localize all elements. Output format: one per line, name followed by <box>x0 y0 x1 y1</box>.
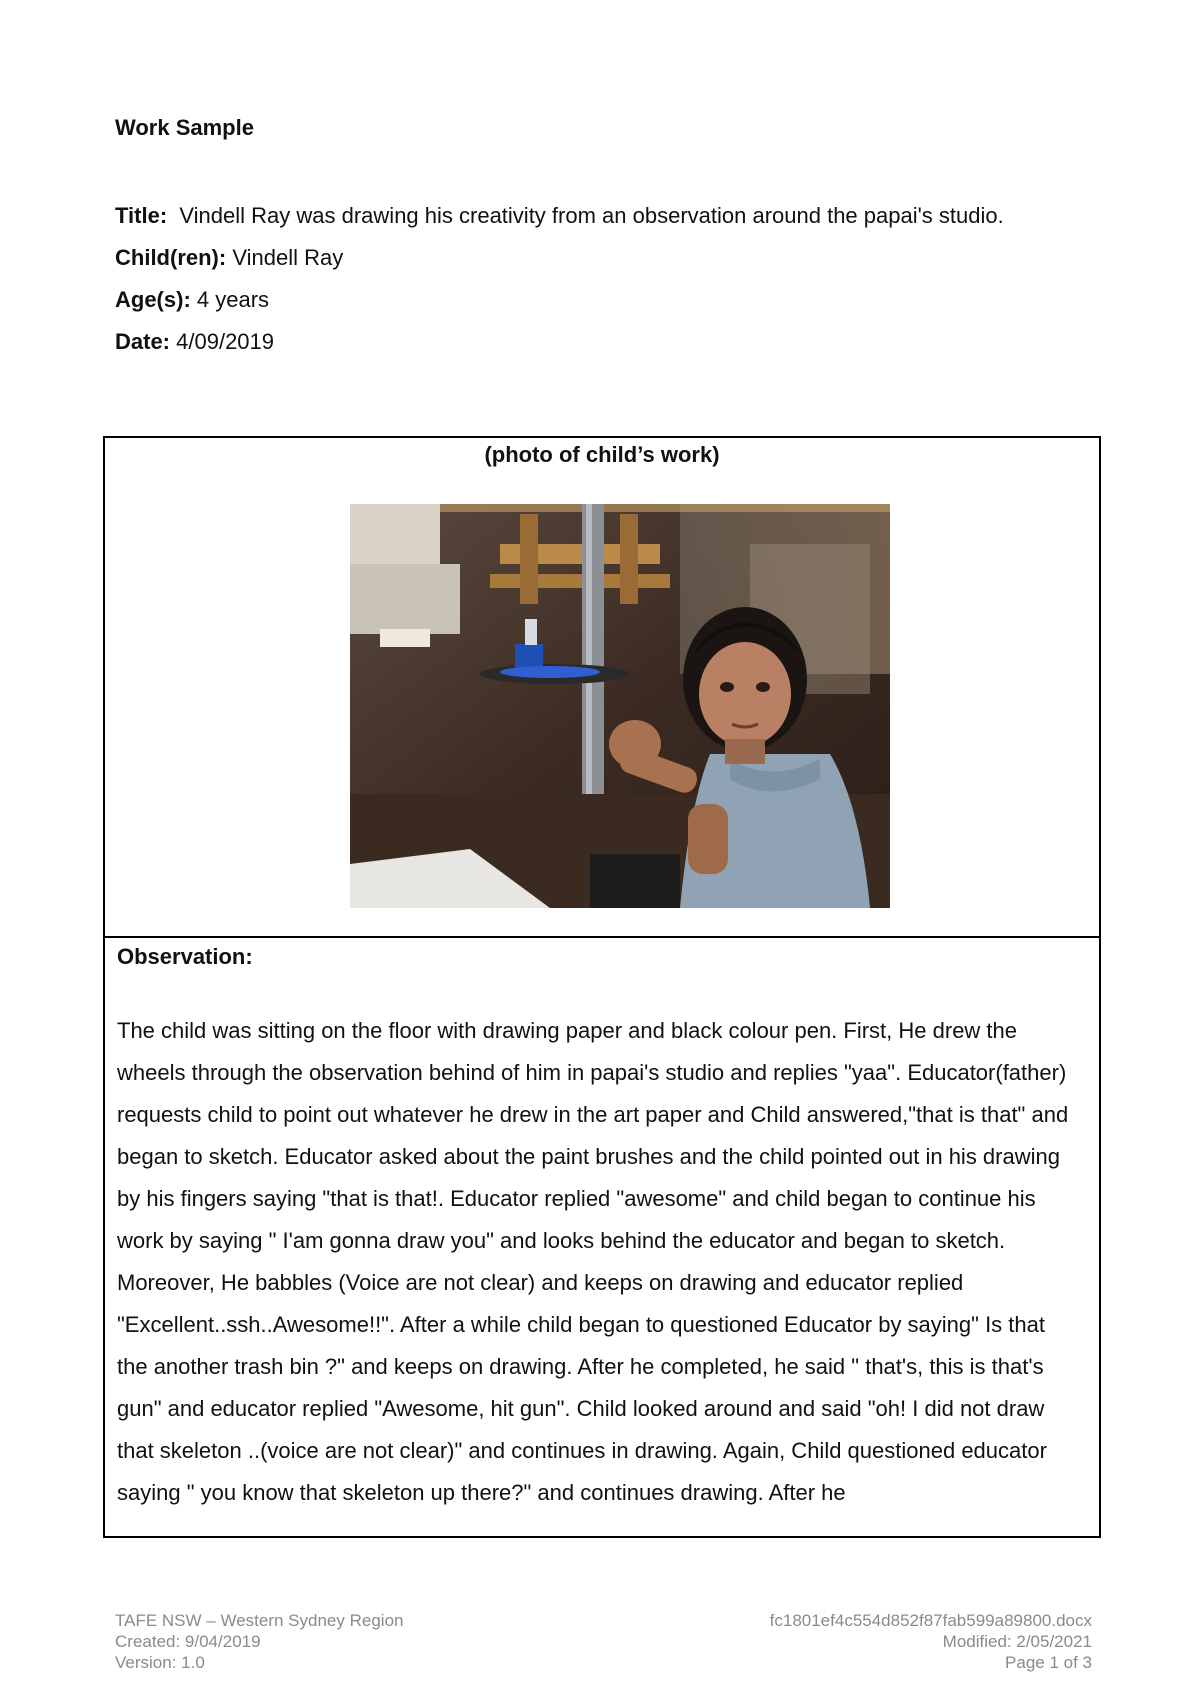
sample-metadata <box>115 195 1055 363</box>
title-label: Title: <box>115 203 168 228</box>
footer-modified: Modified: 2/05/2021 <box>942 1632 1092 1651</box>
age-label: Age(s): <box>115 287 191 312</box>
children-value: Vindell Ray <box>232 245 344 270</box>
title-row <box>115 195 1055 237</box>
footer-right <box>770 1610 1092 1673</box>
children-row <box>115 237 1055 279</box>
footer-page-number: Page 1 of 3 <box>1005 1653 1092 1672</box>
photo-cell <box>105 438 1099 938</box>
footer-org: TAFE NSW – Western Sydney Region <box>115 1611 404 1630</box>
footer-left <box>115 1610 403 1673</box>
age-value: 4 years <box>196 287 270 312</box>
footer-version: Version: 1.0 <box>115 1653 205 1672</box>
observation-text: The child was sitting on the floor with drawing paper and black colour pen. First, He drew the wheels through the observation behind of him in papai's studio and replies "yaa". Educator(father) requests child to point out whatever he drew in the art paper and Child answered,"that is that" and began to sketch. Educator asked about the paint brushes and the child pointed out in his drawing by his fingers saying "that is that!. Educator replied "awesome" and child began to continue his work by saying " I'am gonna draw you" and looks behind the educator and began to sketch. Moreover, He babbles (Voice are not clear) and keeps on drawing and educator replied "Excellent..ssh..Awesome!!". After a while child began to questioned Educator by saying" Is that the another trash bin ?" and keeps on drawing. After he completed, he said " that's, this is that's gun" and educator replied "Awesome, hit gun". Child looked around and said "oh! I did not draw that skeleton ..(voice are not clear)" and continues in drawing. Again, Child questioned educator saying " you know that skeleton up there?" and continues drawing. After he <box>117 1018 1069 1505</box>
date-label: Date: <box>115 329 171 354</box>
child-photo-illustration <box>350 504 890 908</box>
observation-heading: Observation: <box>117 944 253 969</box>
child-photo <box>350 504 890 908</box>
photo-caption: (photo of child’s work) <box>484 442 720 467</box>
age-row <box>115 279 1055 321</box>
date-value: 4/09/2019 <box>176 329 275 354</box>
children-label: Child(ren): <box>115 245 227 270</box>
page-heading: Work Sample <box>115 115 254 140</box>
date-row <box>115 321 1055 363</box>
observation-cell <box>105 938 1099 1538</box>
work-sample-table <box>103 436 1101 1538</box>
title-value: Vindell Ray was drawing his creativity from an observation around the papai's studio. <box>179 203 1004 228</box>
footer-filename: fc1801ef4c554d852f87fab599a89800.docx <box>769 1611 1092 1630</box>
footer-created: Created: 9/04/2019 <box>115 1632 261 1651</box>
